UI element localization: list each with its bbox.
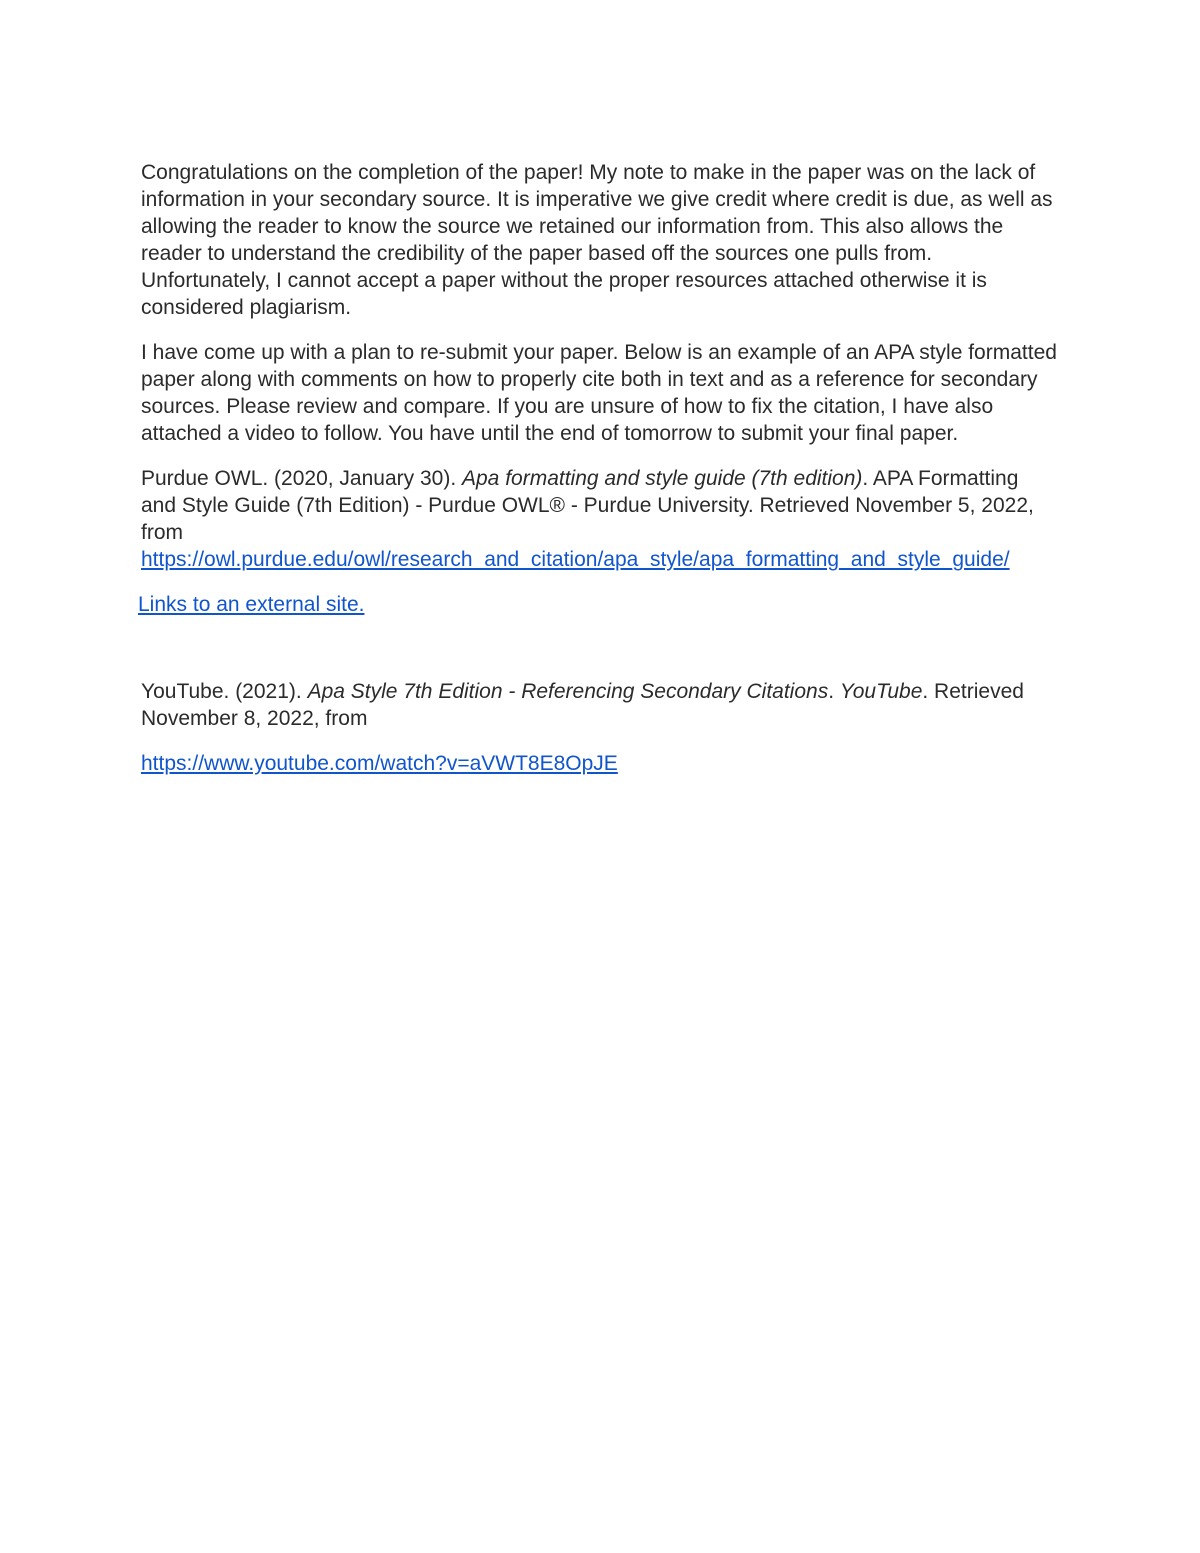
reference-youtube-tail: . Retrieved November 8, 2022, from [141, 680, 1024, 730]
youtube-url-link[interactable]: https://www.youtube.com/watch?v=aVWT8E8OpJE [141, 752, 618, 775]
reference-youtube-separator: . [828, 680, 840, 703]
reference-purdue-tail: . APA Formatting and Style Guide (7th Edition) - Purdue OWL® - Purdue University. Retrieved November 5, 2022, from [141, 467, 1034, 544]
external-link-row [138, 591, 1057, 618]
reference-youtube-lead: YouTube. (2021). [141, 680, 308, 703]
paragraph-resubmit-plan: I have come up with a plan to re-submit your paper. Below is an example of an APA style formatted paper along with comments on how to properly cite both in text and as a reference for secondary sources. Please review and compare. If you are unsure of how to fix the citation, I have also attached a video to follow. You have until the end of tomorrow to submit your final paper. [141, 341, 1057, 445]
reference-youtube-site: YouTube [839, 680, 923, 703]
reference-purdue-lead: Purdue OWL. (2020, January 30). [141, 467, 462, 490]
reference-purdue [141, 465, 1057, 573]
blank-spacer [141, 636, 1057, 678]
reference-purdue-title: Apa formatting and style guide (7th edition) [462, 467, 863, 490]
reference-youtube-title: Apa Style 7th Edition - Referencing Secondary Citations [307, 680, 829, 703]
external-site-link[interactable]: Links to an external site. [138, 593, 365, 616]
youtube-link-row [141, 750, 1057, 777]
purdue-url-link[interactable]: https://owl.purdue.edu/owl/research_and_citation/apa_style/apa_formatting_and_style_guide/ [141, 548, 1010, 571]
document-body [138, 159, 1057, 795]
paragraph-feedback: Congratulations on the completion of the paper! My note to make in the paper was on the lack of information in your secondary source. It is imperative we give credit where credit is due, as well as allowing the reader to know the source we retained our information from. This also allows the reader to understand the credibility of the paper based off the sources one pulls from. Unfortunately, I cannot accept a paper without the proper resources attached otherwise it is considered plagiarism. [141, 161, 1053, 319]
reference-youtube [141, 678, 1057, 732]
